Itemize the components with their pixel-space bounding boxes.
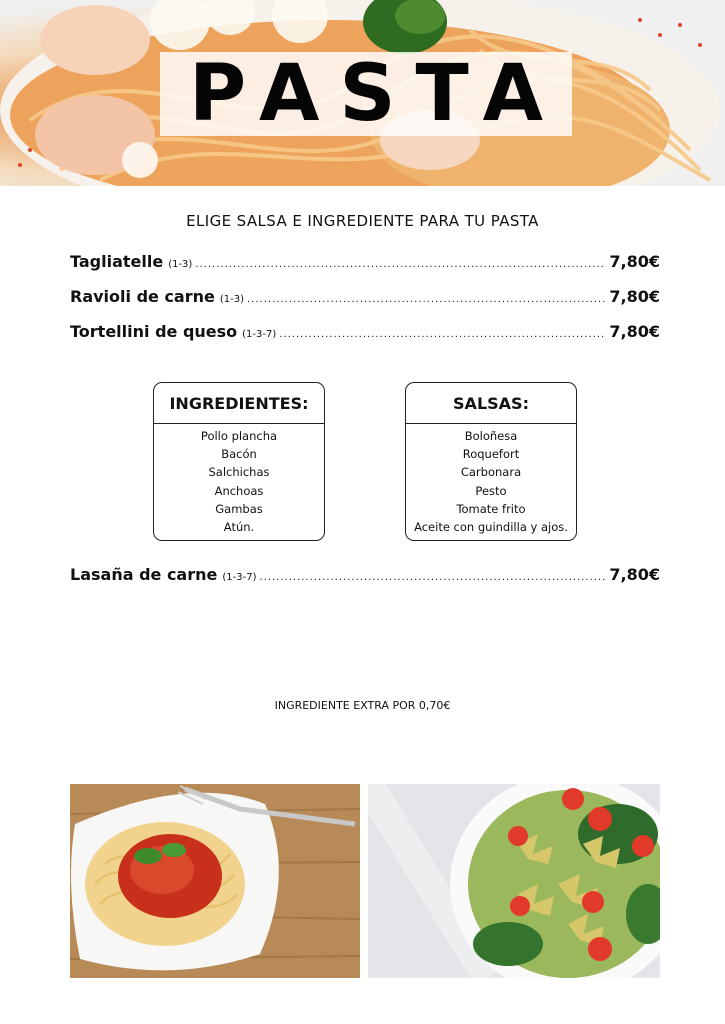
farfalle-salad-image (368, 784, 660, 978)
dot-leader (279, 329, 606, 340)
farfalle-pesto-salad-photo (368, 784, 660, 978)
extra-ingredient-note: INGREDIENTE EXTRA POR 0,70€ (274, 699, 451, 712)
salsas-box (405, 382, 577, 541)
dish-allergens: (1-3) (168, 259, 193, 270)
page-title: PASTA (188, 49, 564, 139)
dish-allergens: (1-3-7) (222, 572, 257, 583)
dot-leader (259, 572, 606, 583)
dish-price: 7,80€ (609, 322, 660, 341)
spaghetti-image (70, 784, 360, 978)
title-box (160, 49, 572, 139)
dish-allergens: (1-3-7) (242, 329, 277, 340)
dot-leader (247, 294, 606, 305)
list-item: Pesto (475, 483, 507, 498)
list-item: Roquefort (462, 447, 520, 462)
list-item: Pollo plancha (200, 429, 278, 443)
dish-name: Lasaña de carne (70, 565, 218, 584)
dish-price: 7,80€ (609, 287, 660, 306)
spaghetti-bolognese-photo (70, 784, 360, 978)
subtitle: ELIGE SALSA E INGREDIENTE PARA TU PASTA (186, 212, 539, 230)
list-item: Anchoas (214, 483, 264, 498)
menu-item-tagliatelle (70, 252, 660, 278)
dish-allergens: (1-3) (219, 294, 244, 305)
list-item: Bacón (221, 447, 257, 462)
dish-name: Ravioli de carne (70, 287, 215, 306)
dish-name: Tortellini de queso (70, 322, 238, 341)
list-item: Tomate frito (456, 501, 526, 516)
salsas-title: SALSAS: (406, 383, 576, 424)
menu-item-lasagna (70, 565, 660, 591)
dish-price: 7,80€ (609, 252, 660, 271)
list-item: Boloñesa (464, 429, 518, 443)
menu-item-tortellini (70, 322, 660, 348)
menu-item-ravioli (70, 287, 660, 313)
list-item: Gambas (215, 501, 263, 516)
dish-name: Tagliatelle (70, 252, 164, 271)
ingredientes-title: INGREDIENTES: (154, 383, 324, 424)
header-banner-photo (0, 0, 725, 186)
salsas-list (406, 424, 576, 536)
list-item: Salchichas (208, 465, 270, 480)
list-item: Atún. (223, 519, 255, 534)
list-item: Carbonara (460, 465, 522, 480)
ingredientes-box (153, 382, 325, 541)
ingredientes-list (154, 424, 324, 536)
dot-leader (195, 259, 606, 270)
list-item: Aceite con guindilla y ajos. (414, 519, 568, 534)
dish-price: 7,80€ (609, 565, 660, 584)
